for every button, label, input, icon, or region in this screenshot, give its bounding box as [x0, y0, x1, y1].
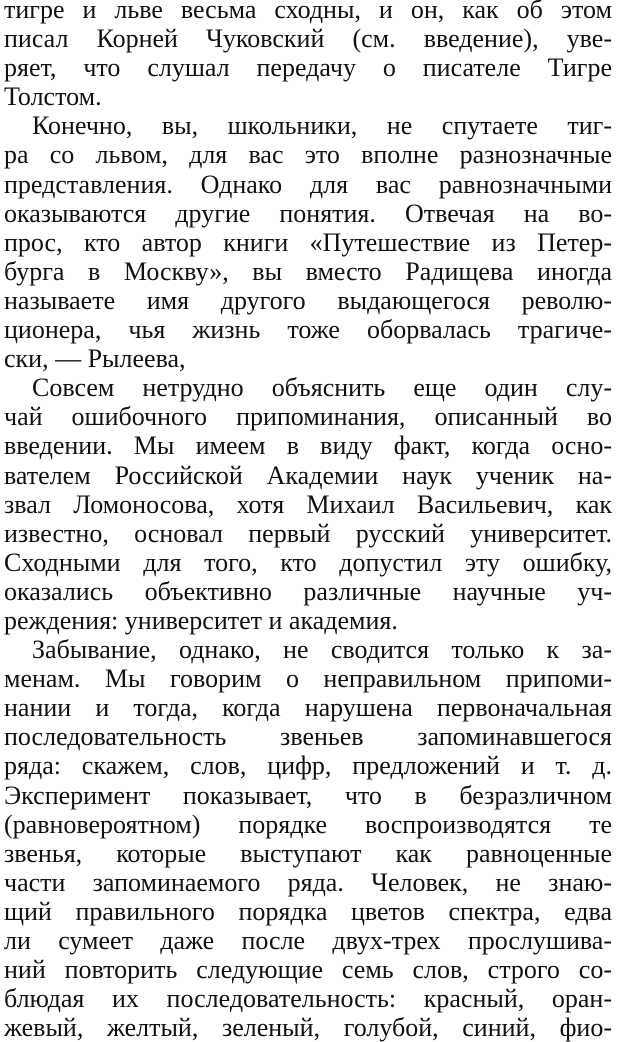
text-line: представления. Однако для вас равнозначными — [4, 169, 612, 199]
paragraph — [4, 111, 612, 373]
text-line: Совсем нетрудно объяснить еще один слу- — [32, 373, 612, 403]
text-line: чай ошибочного припоминания, описанный во — [4, 402, 612, 432]
text-line: тигре и льве весьма сходны, и он, как об этом — [4, 0, 612, 24]
text-line: оказались объективно различные научные уч- — [4, 576, 612, 606]
text-line: Конечно, вы, школьники, не спутаете тиг- — [32, 111, 612, 141]
text-line: называете имя другого выдающегося револю- — [4, 285, 612, 315]
text-line: звенья, которые выступают как равноценные — [4, 838, 612, 868]
paragraph — [4, 635, 612, 1042]
text-line: щий правильного порядка цветов спектра, едва — [4, 896, 612, 926]
text-line: ли сумеет даже после двух-трех прослушива- — [4, 926, 612, 955]
text-line: ряда: скажем, слов, цифр, предложений и т. д. — [4, 751, 612, 781]
text-line: Эксперимент показывает, что в безразличном — [4, 780, 612, 810]
text-line: ра со львом, для вас это вполне разнозначные — [4, 140, 612, 170]
text-line: нании и тогда, когда нарушена первоначальная — [4, 693, 612, 723]
text-line: звал Ломоносова, хотя Михаил Васильевич, как — [4, 489, 612, 519]
document-page — [4, 0, 612, 1042]
text-line: ний повторить следующие семь слов, строго со- — [4, 955, 612, 985]
text-line: части запоминаемого ряда. Человек, не знаю- — [4, 867, 612, 897]
text-line: Сходными для того, кто допустил эту ошибку, — [4, 547, 612, 577]
text-line: ционера, чья жизнь тоже оборвалась трагиче- — [4, 315, 612, 345]
text-line: жевый, желтый, зеленый, голубой, синий, фио- — [4, 1013, 612, 1042]
text-line: ряет, что слушал передачу о писателе Тигре — [4, 53, 612, 83]
text-line: последовательность звеньев запоминавшегося — [4, 722, 612, 752]
text-line: писал Корней Чуковский (см. введение), уве- — [4, 24, 612, 54]
text-line: Забывание, однако, не сводится только к за- — [32, 635, 612, 665]
text-line: введении. Мы имеем в виду факт, когда осно- — [4, 431, 612, 461]
text-line: бурга в Москву», вы вместо Радищева иногда — [4, 256, 612, 286]
text-line: известно, основал первый русский университет. — [4, 518, 612, 548]
text-line: вателем Российской Академии наук ученик на- — [4, 460, 612, 490]
paragraph — [4, 373, 612, 635]
text-line: менам. Мы говорим о неправильном припоми- — [4, 664, 612, 694]
text-line: реждения: университет и академия. — [4, 605, 398, 635]
text-line: Толстом. — [4, 82, 102, 112]
text-line: ски, — Рылеева, — [4, 344, 186, 374]
text-line: прос, кто автор книги «Путешествие из Петер- — [4, 227, 612, 257]
text-line: блюдая их последовательность: красный, оран- — [4, 984, 612, 1014]
text-line: оказываются другие понятия. Отвечая на во- — [4, 198, 612, 228]
paragraph — [4, 0, 612, 111]
text-line: (равновероятном) порядке воспроизводятся те — [4, 809, 612, 839]
